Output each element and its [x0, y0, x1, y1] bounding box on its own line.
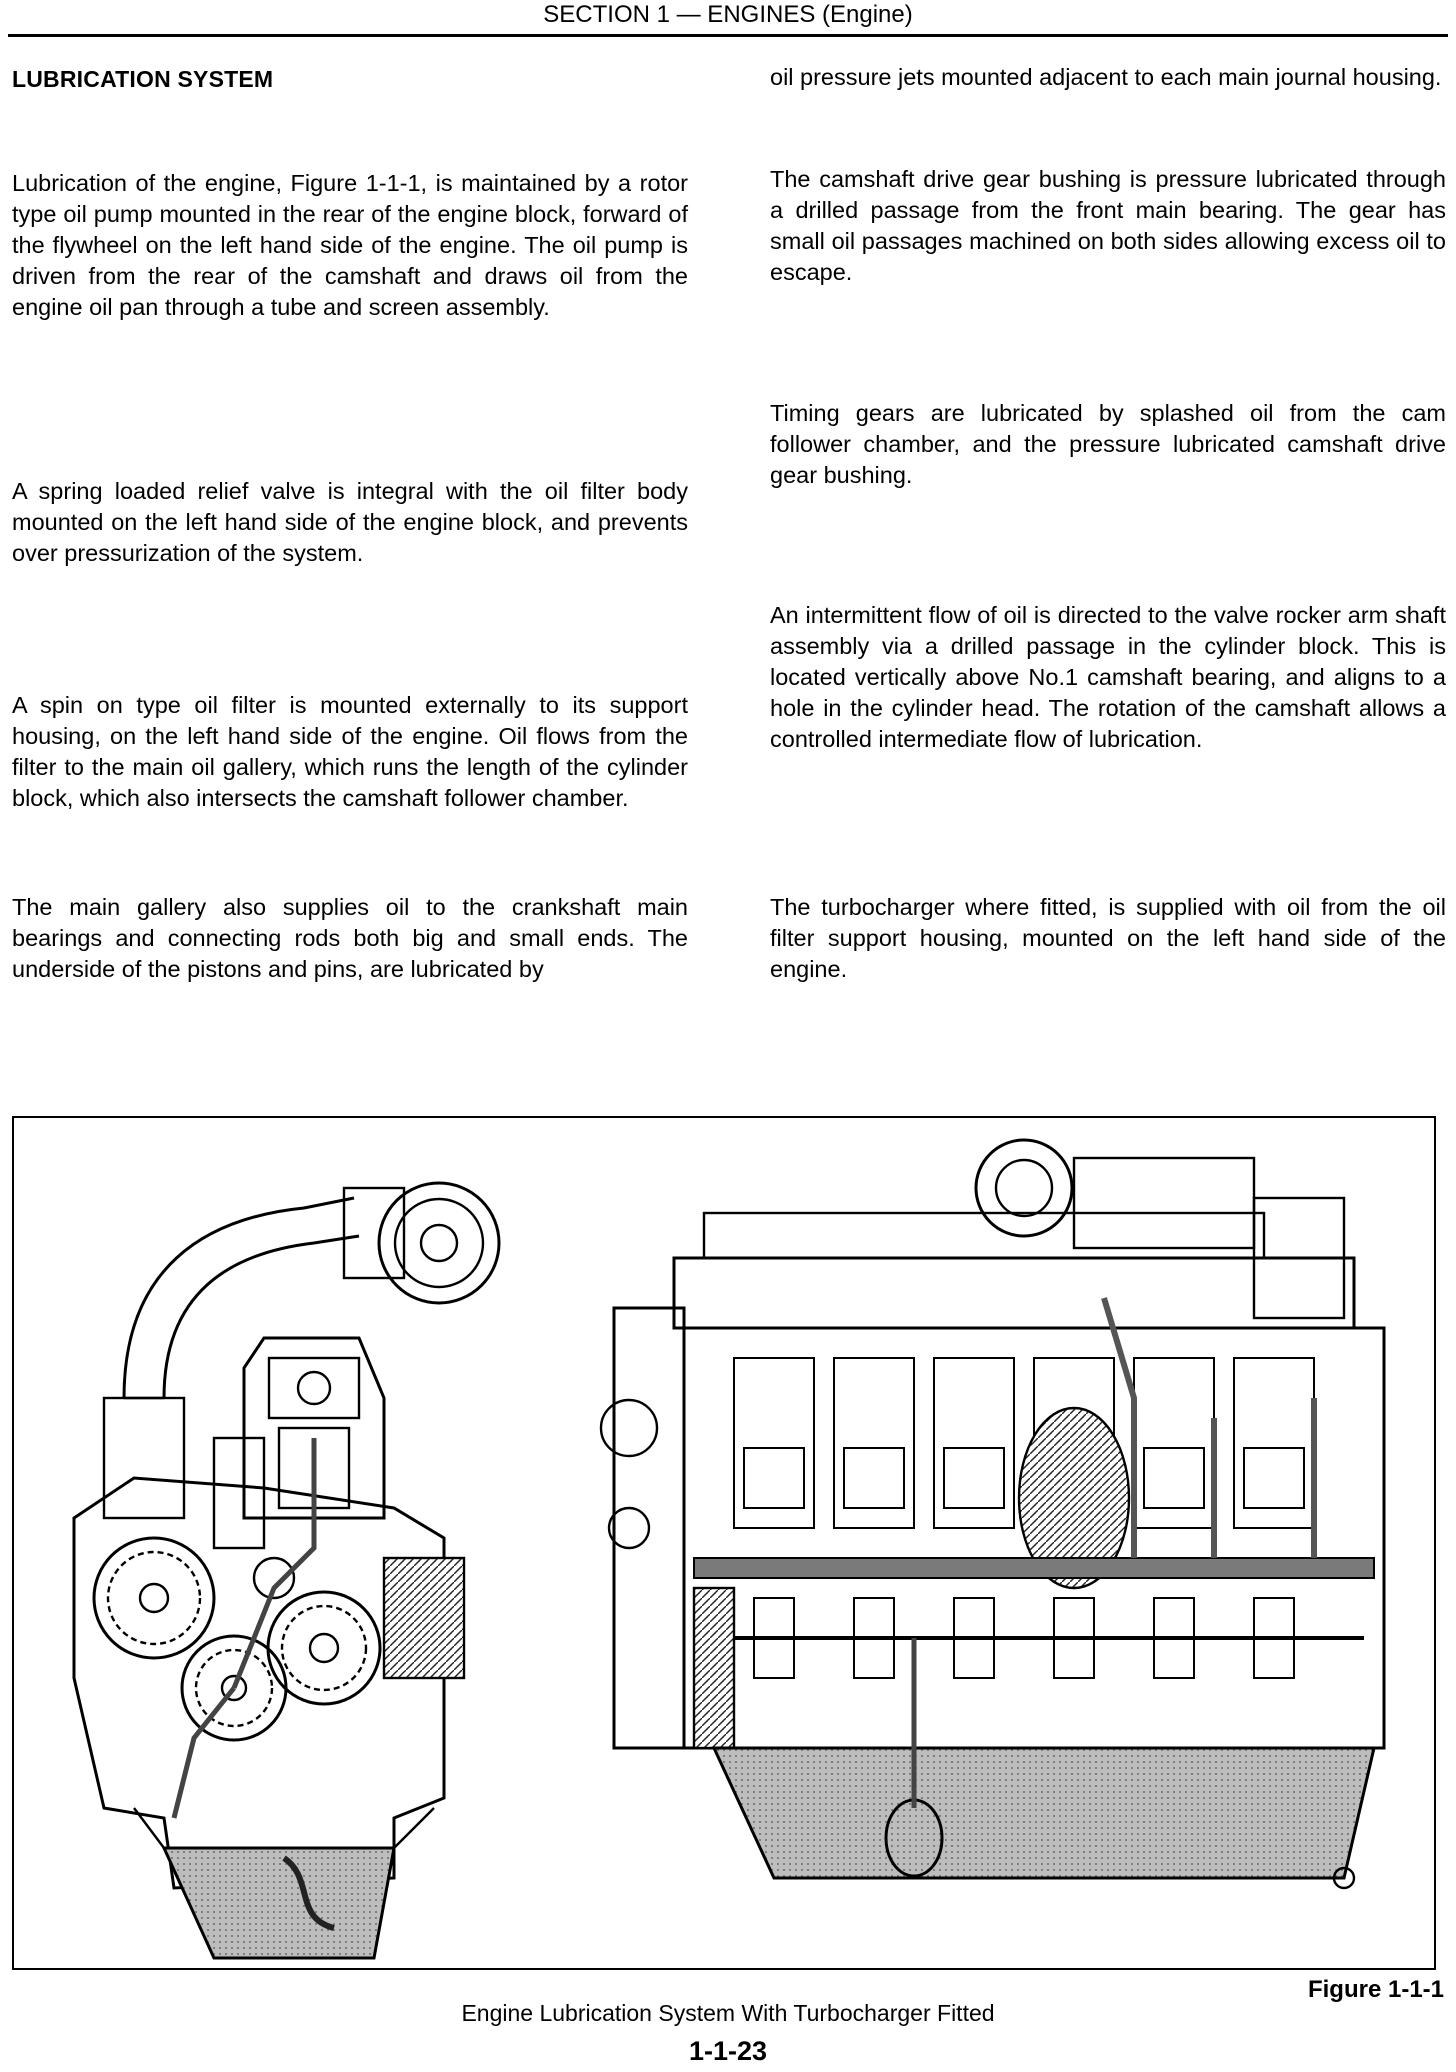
left-paragraph-4: The main gallery also supplies oil to the crankshaft main bearings and connecting rods both big and small ends. The underside of the pistons and pins, are lubricated by: [12, 894, 688, 982]
right-paragraph-2: The camshaft drive gear bushing is pressure lubricated through a drilled passage from the front main bearing. The gear has small oil passages machined on both sides allowing excess oil to escape.: [770, 166, 1446, 285]
right-paragraph-1: oil pressure jets mounted adjacent to each main journal housing.: [770, 64, 1442, 90]
engine-lubrication-illustration: [14, 1118, 1434, 1968]
right-paragraph-5: The turbocharger where fitted, is supplied with oil from the oil filter support housing, mounted on the left hand side of the engine.: [770, 894, 1446, 982]
figure-label: Figure 1-1-1: [1307, 1976, 1444, 2003]
header-rule: [8, 34, 1448, 37]
right-paragraph-4: An intermittent flow of oil is directed to the valve rocker arm shaft assembly via a drilled passage in the cylinder block. This is located vertically above No.1 camshaft bearing, and aligns to a hole in the cylinder head. The rotation of the camshaft allows a controlled intermediate flow of lubrication.: [770, 602, 1446, 752]
section-heading: LUBRICATION SYSTEM: [12, 66, 274, 92]
left-paragraph-2: A spring loaded relief valve is integral with the oil filter body mounted on the left hand side of the engine block, and prevents over pressurization of the system.: [12, 478, 688, 566]
right-paragraph-3: Timing gears are lubricated by splashed oil from the cam follower chamber, and the pressure lubricated camshaft drive gear bushing.: [770, 400, 1446, 488]
figure-frame: [12, 1116, 1436, 1970]
left-paragraph-1: Lubrication of the engine, Figure 1-1-1, is maintained by a rotor type oil pump mounted in the rear of the engine block, forward of the flywheel on the left hand side of the engine. The oil pump is driven from the rear of the camshaft and draws oil from the engine oil pan through a tube and screen assembly.: [12, 170, 688, 320]
page-number: 1-1-23: [688, 2036, 768, 2066]
figure-caption: Engine Lubrication System With Turbocharger Fitted: [461, 2000, 995, 2026]
side-view-engine: [601, 1140, 1384, 1888]
front-view-engine: [74, 1183, 499, 1958]
section-header: SECTION 1 — ENGINES (Engine): [543, 1, 913, 28]
left-paragraph-3: A spin on type oil filter is mounted externally to its support housing, on the left hand side of the engine. Oil flows from the filter to the main oil gallery, which runs the length of the cylinder block, which also intersects the camshaft follower chamber.: [12, 692, 688, 811]
